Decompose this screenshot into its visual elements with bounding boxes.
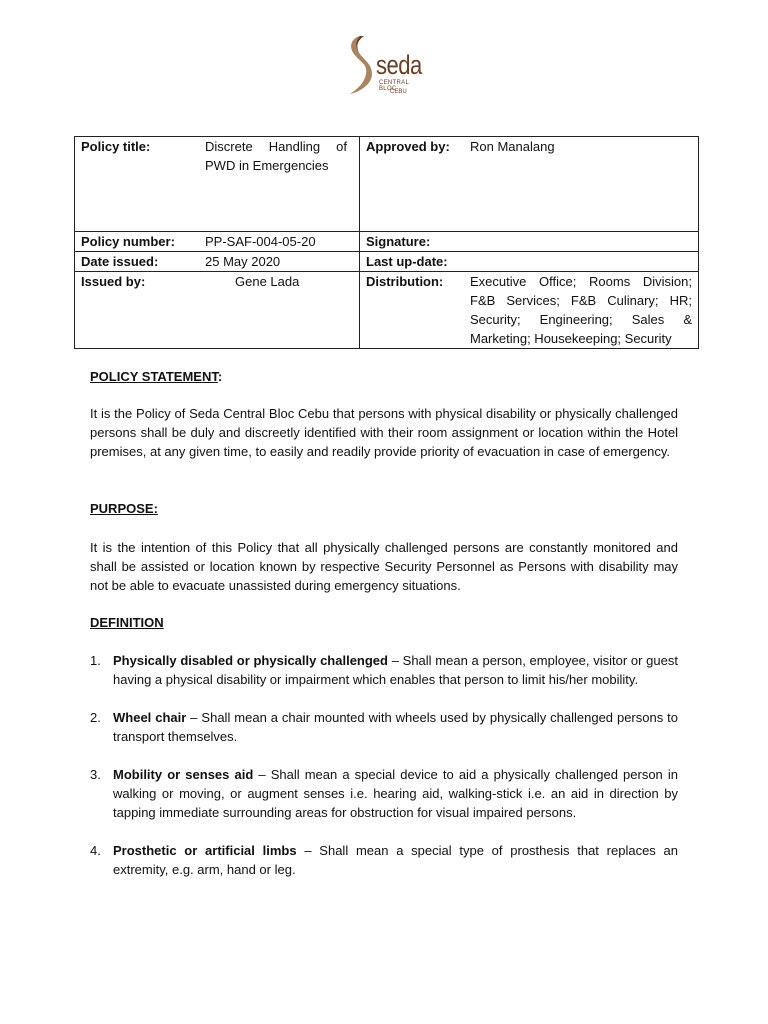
last-update-label: Last up-date: — [366, 254, 448, 269]
list-item-text — [113, 841, 678, 879]
definition-term: Physically disabled or physically challenged — [113, 653, 388, 668]
table-row — [75, 272, 699, 349]
purpose-heading — [90, 499, 678, 518]
policy-statement-colon: : — [217, 369, 223, 384]
date-issued-label: Date issued: — [81, 254, 159, 269]
policy-statement-heading — [90, 367, 678, 386]
issued-by-cell — [75, 272, 360, 349]
approved-by-cell — [360, 137, 699, 232]
logo-subtitle-line1: CENTRAL BLOC — [379, 80, 409, 92]
policy-title-cell — [75, 137, 360, 232]
definition-description: – Shall mean a person, employee, visitor or guest having a physical disability or impairment which enables that person to limit his/her mobility. — [113, 653, 678, 687]
list-item-number: 1. — [90, 653, 101, 668]
definition-term: Prosthetic or artificial limbs — [113, 843, 297, 858]
list-item — [90, 651, 678, 689]
seda-logo — [346, 34, 426, 100]
approved-by-label: Approved by: — [366, 139, 450, 154]
definition-description: – Shall mean a special device to aid a physically challenged person in walking or moving, or augment senses i.e. hearing aid, walking-stick i.e. an aid in direction by tapping immediate surrounding areas for obstruction for visual impaired persons. — [113, 767, 678, 820]
approved-by-value: Ron Manalang — [470, 139, 555, 154]
distribution-label: Distribution: — [366, 274, 444, 289]
list-item — [90, 708, 678, 746]
seda-swirl-icon — [346, 34, 376, 96]
policy-number-label: Policy number: — [81, 234, 175, 249]
signature-value — [470, 232, 476, 251]
signature-cell — [360, 232, 699, 252]
table-row — [75, 137, 699, 232]
purpose-text: It is the intention of this Policy that all physically challenged persons are constantly monitored and shall be assisted or location known by respective Security Personnel as Persons with disability may not be able to evacuate unassisted during emergency situations. — [90, 540, 678, 593]
issued-by-label: Issued by: — [81, 274, 146, 289]
list-item-number: 3. — [90, 767, 101, 782]
definition-description: – Shall mean a special type of prosthesis that replaces an extremity, e.g. arm, hand or leg. — [113, 843, 678, 877]
policy-title-value: Discrete Handling of PWD in Emergencies — [205, 139, 347, 173]
last-update-value — [470, 252, 476, 271]
logo-subtitle-line2: CEBU — [390, 89, 407, 95]
list-item-text — [113, 708, 678, 746]
date-issued-value: 25 May 2020 — [205, 254, 281, 269]
definition-description: – Shall mean a chair mounted with wheels used by physically challenged persons to transport themselves. — [113, 710, 679, 744]
definition-title: DEFINITION — [90, 615, 164, 630]
list-item — [90, 765, 678, 822]
last-update-cell — [360, 252, 699, 272]
definition-term: Mobility or senses aid — [113, 767, 254, 782]
table-row — [75, 252, 699, 272]
list-item-number: 2. — [90, 710, 101, 725]
policy-info-table — [74, 136, 699, 349]
policy-number-value: PP-SAF-004-05-20 — [205, 234, 316, 249]
purpose-title: PURPOSE: — [90, 501, 158, 516]
issued-by-value: Gene Lada — [235, 274, 300, 289]
logo-wordmark: seda — [376, 50, 422, 80]
policy-statement-title: POLICY STATEMENT — [90, 369, 218, 384]
distribution-cell — [360, 272, 699, 349]
definition-heading — [90, 613, 678, 632]
date-issued-cell — [75, 252, 360, 272]
policy-number-cell — [75, 232, 360, 252]
list-item-number: 4. — [90, 843, 101, 858]
policy-title-label: Policy title: — [81, 139, 151, 154]
table-row — [75, 232, 699, 252]
signature-label: Signature: — [366, 234, 431, 249]
list-item — [90, 841, 678, 879]
list-item-text — [113, 651, 678, 689]
policy-statement-text: It is the Policy of Seda Central Bloc Cebu that persons with physical disability or physically challenged persons shall be duly and discreetly identified with their room assignment or location within the Hotel premises, at any given time, to easily and readily provide priority of evacuation in case of emergency. — [90, 406, 678, 459]
distribution-value: Executive Office; Rooms Division; F&B Services; F&B Culinary; HR; Security; Engineering; Sales & Marketing; Housekeeping; Security — [470, 274, 692, 346]
definition-term: Wheel chair — [113, 710, 187, 725]
list-item-text — [113, 765, 678, 822]
